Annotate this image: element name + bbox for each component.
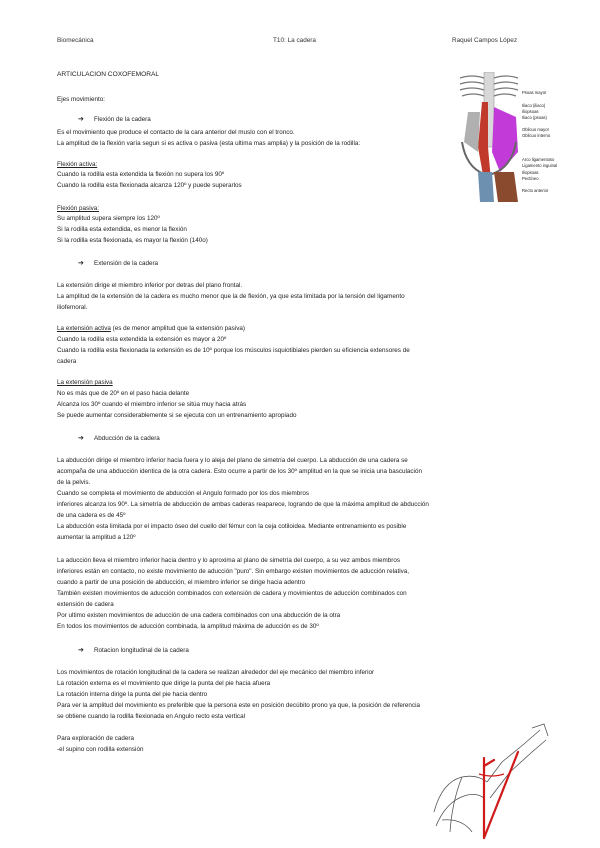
paragraph: de una cadera es de 45º [57,512,126,519]
paragraph: La abducción esta limitada por el impacto óseo del cuello del fémur con la ceja cotiloidea. Mediante entrenamiento es posible [57,523,407,530]
axes-label: Ejes movimiento: [57,96,105,103]
paragraph: Para ver la amplitud del movimiento es preferible que la persona este en posición decúbito prono ya que, la posición de referencia [57,702,420,709]
arrow-icon: ➔ [78,647,84,654]
figure-label: Ligamento inguinal [522,163,558,168]
section-heading-flexion: Flexión de la cadera [94,116,151,123]
paragraph: iliofemoral. [57,304,88,311]
note: (es de menor amplitud que la extensión pasiva) [110,325,245,332]
paragraph: Cuando la rodilla esta flexionada alcanza 120º y puede superarlos [57,182,242,189]
section-heading-rotation: Rotacion longitudinal de la cadera [94,647,189,654]
paragraph: cadera [57,358,77,365]
paragraph: acompaña de una abducción identica de la otra cadera. Esto ocurre a partir de los 30º amplitud en la que se inicia una basculación [57,468,422,475]
figure-label: Oblicuo interno [522,133,551,138]
paragraph: Cuando la rodilla esta extendida la flexión no supera los 90º [57,171,225,178]
figure-label: Recto anterior [522,188,549,193]
subheading-extension-activa: La extensión activa [57,325,111,332]
arrow-icon: ➔ [78,116,84,123]
arrow-icon: ➔ [78,435,84,442]
hip-anatomy-image [458,72,520,202]
header-left: Biomecánica [57,37,94,44]
paragraph: Cuando la rodilla esta flexionada la extensión es de 10º porque los músculos isquiotibiales pierden su eficiencia extensores de [57,347,410,354]
paragraph: cuando a partir de una posición de abducción, el miembro inferior se dirige hacia adentro [57,579,306,586]
figure-label: Iliopsoas [522,109,539,114]
figure-label: Psoas mayor [522,90,547,95]
arrow-icon: ➔ [78,260,84,267]
paragraph: de la pelvis. [57,479,91,486]
paragraph: Si la rodilla esta flexionada, es mayor la flexión (140o) [57,237,208,244]
document-title: ARTICULACION COXOFEMORAL [57,71,160,78]
paragraph: La extensión dirige el miembro inferior por detras del plano frontal. [57,282,243,289]
hip-muscle-illustration [458,72,558,202]
paragraph: extensión de cadera [57,601,114,608]
figure-label: Iliaco (psoas) [522,115,547,120]
paragraph: En todos los movimientos de aducción combinada, la amplitud máxima de aducción es de 30º [57,623,319,630]
paragraph: Los movimientos de rotación longitudinal de la cadera se realizan alrededor del eje mecánico del miembro inferior [57,669,375,676]
leg-rotation-sketch [432,722,550,840]
paragraph: aumentar la amplitud a 120º [57,534,136,541]
section-heading-abduction: Abducción de la cadera [94,435,160,442]
figure-label: Arco ligamentoso [522,157,555,162]
paragraph: Cuando se completa el movimiento de abducción el Angulo formado por los dos miembros [57,490,310,497]
paragraph: La rotación interna dirige la punta del pie hacia dentro [57,691,208,698]
figure-label: Oblicuo mayor [522,127,549,132]
paragraph: La amplitud de la extensión de la cadera es mucho menor que la de flexión, ya que esta limitada por la tensión del ligamento [57,293,405,300]
paragraph: La aducción lleva el miembro inferior hacia dentro y lo aproxima al plano de simetría del cuerpo, a su vez ambos miembros [57,557,400,564]
paragraph: Es el movimiento que produce el contacto de la cara anterior del muslo con el tronco. [57,129,295,136]
paragraph: Para exploración de cadera [57,735,135,742]
paragraph: Si la rodilla esta extendida, es menor la flexión [57,226,187,233]
paragraph: La abducción dirige el miembro inferior hacia fuera y lo aleja del plano de simetría del cuerpo. La abducción de una cadera se [57,457,408,464]
section-heading-extension: Extensión de la cadera [94,260,159,267]
subheading-flexion-pasiva: Flexión pasiva: [57,205,99,212]
subheading-extension-pasiva: La extensión pasiva [57,379,113,386]
paragraph: se obtiene cuando la rodilla flexionada en Angulo recto esta vertical [57,713,245,720]
paragraph: La amplitud de la flexión varía segun si es activa o pasiva (esta ultima mas amplia) y la posición de la rodilla: [57,140,361,147]
paragraph: No es más que de 20º en el paso hacia delante [57,390,190,397]
subheading-flexion-activa: Flexión activa: [57,161,98,168]
figure-label: Iliopsoas [522,170,539,175]
paragraph: Se puede aumentar considerablemente si se ejecuta con un entrenamiento apropiado [57,412,297,419]
figure-label: Pectíneo [522,176,539,181]
paragraph: Cuando la rodilla esta extendida la extensión es mayor a 20º [57,336,227,343]
header-center: T10: La cadera [273,37,316,44]
paragraph: También existen movimientos de aducción combinados con extensión de cadera y movimientos de aducción combinados con [57,590,407,597]
paragraph: Su amplitud supera siempre los 120º [57,215,160,222]
paragraph: Alcanza los 30º cuando el miembro inferior se sitúa muy hacia atrás [57,401,247,408]
header-right: Raquel Campos López [452,37,518,44]
paragraph: inferiores están en contacto, no existe movimiento de aducción "puro". Sin embargo existen movimientos de aducción relativa, [57,568,410,575]
paragraph: La rotación externa es el movimiento que dirige la punta del pie hacia afuera [57,680,271,687]
paragraph: inferiores alcanza los 90º. La simetría de abducción de ambas caderas reaparece, logrando de que la máxima amplitud de abducción [57,501,429,508]
paragraph: -el supino con rodilla extensión [57,746,144,753]
paragraph: Por ultimo existen movimientos de aducción de una cadera combinados con una abducción de la otra [57,612,341,619]
figure-label: Iliaco (iliaco) [522,103,546,108]
